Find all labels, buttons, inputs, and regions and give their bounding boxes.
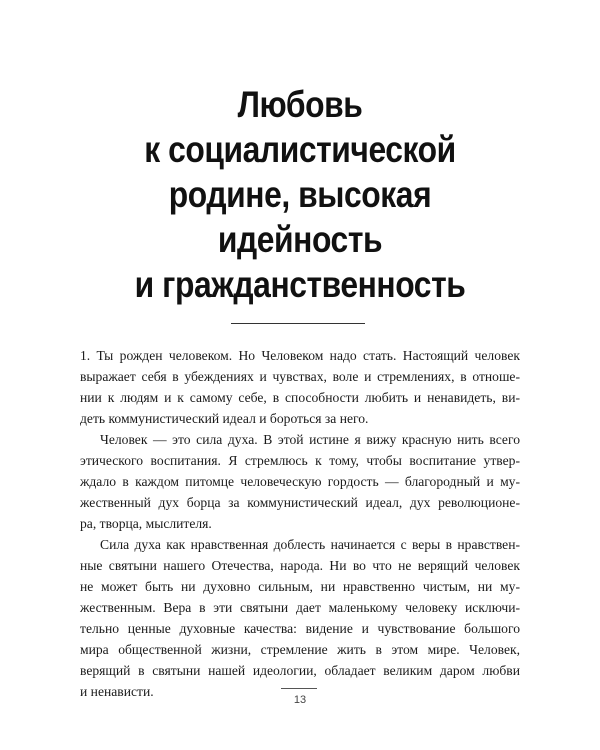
page-number: 13 [293,694,307,706]
title-line: идейность [217,219,383,260]
text-line: жественный дух борца за коммунистический идеал, дух революционе- [80,495,520,510]
text-line: этического воспитания. Я стремлюсь к тому, чтобы воспитание утвер- [80,453,520,468]
title-line: к социалистической [144,129,456,170]
footer-divider [281,688,317,689]
text-line: ра, творца, мыслителя. [80,516,212,531]
text-line: не может быть ни духовно сильным, ни нравственно чистым, ни му- [80,579,520,594]
body-text [80,345,520,702]
text-line: и ненависти. [80,684,154,699]
text-line: ждало в каждом питомце человеческую гордость — благородный и му- [80,474,520,489]
title-line: родине, высокая [168,174,432,215]
text-line: тельно ценные духовные качества: видение и чувствование большого [80,621,520,636]
text-line: выражает себя в убеждениях и чувствах, воле и стремлениях, в отноше- [80,369,520,384]
text-line: мира общественной жизни, стремление жить в этом мире. Человек, [80,642,520,657]
text-line: 1. Ты рожден человеком. Но Человеком надо стать. Настоящий человек [80,348,520,363]
title-line: Любовь [237,84,363,125]
text-line: Сила духа как нравственная доблесть начинается с веры в нравствен- [100,537,520,552]
paragraph-1 [80,345,520,429]
text-line: Человек — это сила духа. В этой истине я вижу красную нить всего [100,432,520,447]
chapter-title [42,82,558,307]
text-line: деть коммунистический идеал и бороться за него. [80,411,369,426]
text-line: верящий в святыни нашей идеологии, обладает великим даром любви [80,663,520,678]
paragraph-2 [80,429,520,534]
paragraph-3 [80,534,520,702]
title-line: и гражданственность [134,264,466,305]
text-line: нии к людям и к самому себе, в способности любить и ненавидеть, ви- [80,390,520,405]
text-line: жественным. Вера в эти святыни дает маленькому человеку исключи- [80,600,520,615]
title-divider [231,323,365,324]
text-line: ные святыни нашего Отечества, народа. Ни во что не верящий человек [80,558,520,573]
